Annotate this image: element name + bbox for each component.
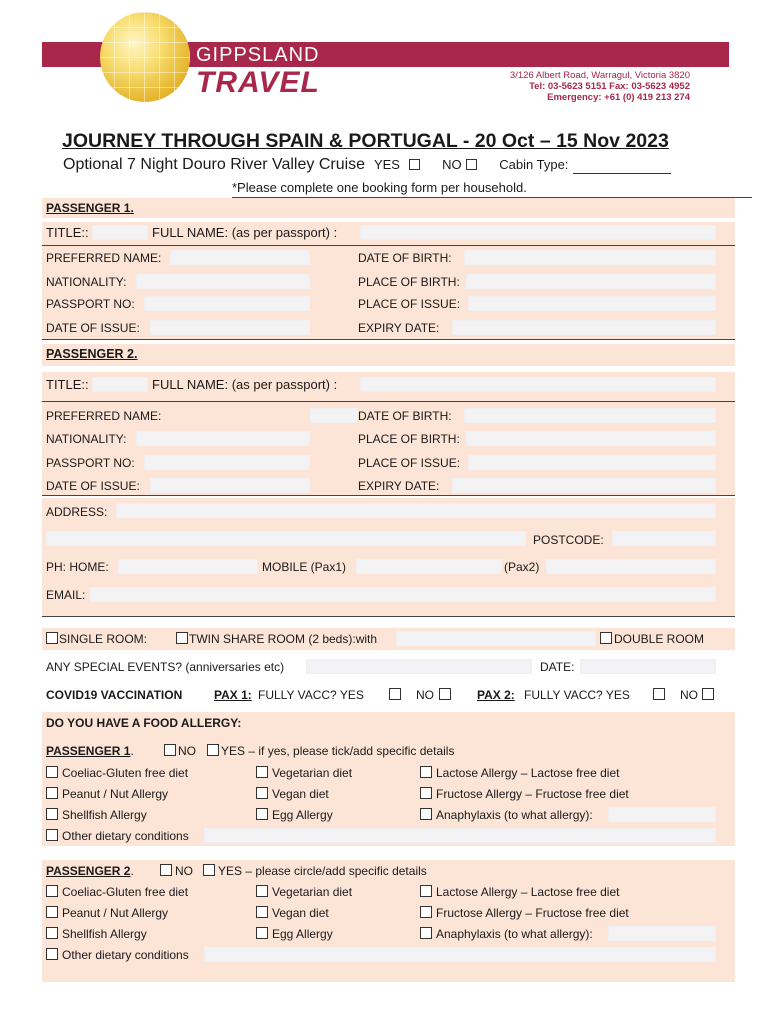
divider — [42, 245, 735, 246]
p1-shellfish-label: Shellfish Allergy — [62, 808, 147, 822]
allergy-p2-dot: . — [130, 864, 134, 878]
p1-dob-input[interactable] — [464, 250, 716, 265]
p1-passport-input[interactable] — [144, 296, 310, 311]
p1-nationality-input[interactable] — [136, 274, 310, 289]
p1-poi-label: PLACE OF ISSUE: — [358, 297, 461, 311]
email-label: EMAIL: — [46, 588, 86, 602]
p2-nationality-input[interactable] — [136, 431, 310, 446]
p1-fructose-label: Fructose Allergy – Fructose free diet — [436, 787, 629, 801]
p1-vegetarian-checkbox[interactable] — [256, 766, 268, 778]
divider — [42, 495, 735, 496]
p1-pob-label: PLACE OF BIRTH: — [358, 275, 460, 289]
allergy-p2-no-label: NO — [175, 864, 193, 878]
cruise-label: Optional 7 Night Douro River Valley Cruise — [63, 156, 366, 173]
p2-dob-input[interactable] — [464, 408, 716, 423]
p1-egg-label: Egg Allergy — [272, 808, 333, 822]
covid-label: COVID19 VACCINATION — [46, 688, 183, 702]
passenger1-heading-band — [42, 198, 735, 218]
p2-title-label: TITLE:: — [46, 377, 89, 392]
p1-pob-input[interactable] — [466, 274, 716, 289]
p2-lactose-label: Lactose Allergy – Lactose free diet — [436, 885, 620, 899]
p2-vegetarian-label: Vegetarian diet — [272, 885, 353, 899]
passenger2-heading-text: PASSENGER 2. — [46, 347, 138, 361]
p1-dob-label: DATE OF BIRTH: — [358, 251, 452, 265]
divider — [42, 616, 735, 617]
postcode-input[interactable] — [612, 531, 716, 546]
p2-fullname-label: FULL NAME: (as per passport) : — [152, 377, 338, 392]
covid-pax2-no-checkbox[interactable] — [702, 688, 714, 700]
p1-doi-input[interactable] — [150, 320, 310, 335]
globe-logo-icon — [100, 12, 190, 102]
p2-dob-label: DATE OF BIRTH: — [358, 409, 452, 423]
p2-preferred-label: PREFERRED NAME: — [46, 409, 162, 423]
single-room-checkbox[interactable] — [46, 632, 58, 644]
double-room-label: DOUBLE ROOM — [614, 632, 705, 646]
p1-nationality-label: NATIONALITY: — [46, 275, 127, 289]
p1-anaphylaxis-label: Anaphylaxis (to what allergy): — [436, 808, 593, 822]
p2-anaphylaxis-input[interactable] — [608, 926, 716, 941]
p1-fullname-input[interactable] — [360, 225, 716, 240]
divider — [42, 401, 735, 402]
event-date-input[interactable] — [580, 659, 716, 674]
postcode-label: POSTCODE: — [533, 533, 604, 547]
p1-other-label: Other dietary conditions — [62, 829, 189, 843]
p2-doi-input[interactable] — [150, 478, 310, 493]
p1-peanut-checkbox[interactable] — [46, 787, 58, 799]
p2-egg-checkbox[interactable] — [256, 927, 268, 939]
p2-other-input[interactable] — [204, 947, 716, 962]
agency-address: 3/126 Albert Road, Warragul, Victoria 3820 — [509, 70, 690, 81]
p2-peanut-checkbox[interactable] — [46, 906, 58, 918]
p2-other-label: Other dietary conditions — [62, 948, 189, 962]
cabin-type-label: Cabin Type: — [499, 157, 569, 172]
cruise-no-checkbox[interactable] — [466, 159, 477, 170]
allergy-p1-heading: PASSENGER 1 — [46, 744, 131, 758]
p1-egg-checkbox[interactable] — [256, 808, 268, 820]
divider — [42, 339, 735, 340]
twin-room-label: TWIN SHARE ROOM (2 beds):with — [189, 632, 378, 646]
p2-peanut-label: Peanut / Nut Allergy — [62, 906, 169, 920]
allergy-p1-dot: . — [130, 744, 134, 758]
p1-coeliac-checkbox[interactable] — [46, 766, 58, 778]
allergy-p2-yes-label: YES – please circle/add specific details — [218, 864, 427, 878]
covid-pax1-yes-checkbox[interactable] — [389, 688, 401, 700]
twin-room-checkbox[interactable] — [176, 632, 188, 644]
p2-pob-label: PLACE OF BIRTH: — [358, 432, 460, 446]
p1-other-checkbox[interactable] — [46, 829, 58, 841]
email-input[interactable] — [90, 587, 716, 602]
allergy-p2-heading-row — [46, 864, 134, 878]
allergy-p1-heading-row — [46, 744, 134, 758]
allergy-p1-no-checkbox[interactable] — [164, 744, 176, 756]
p1-preferred-label: PREFERRED NAME: — [46, 251, 162, 265]
agency-phones: Tel: 03-5623 5151 Fax: 03-5623 4952 — [529, 81, 690, 92]
p1-preferred-input[interactable] — [170, 250, 310, 265]
allergy-p2-yes-checkbox[interactable] — [203, 864, 215, 876]
p1-vegan-checkbox[interactable] — [256, 787, 268, 799]
booking-note: *Please complete one booking form per household. — [232, 180, 527, 195]
covid-pax1-no-checkbox[interactable] — [439, 688, 451, 700]
p1-expiry-label: EXPIRY DATE: — [358, 321, 440, 335]
p1-lactose-label: Lactose Allergy – Lactose free diet — [436, 766, 620, 780]
p2-doi-label: DATE OF ISSUE: — [46, 479, 140, 493]
allergy-question: DO YOU HAVE A FOOD ALLERGY: — [46, 716, 242, 730]
double-room-checkbox[interactable] — [600, 632, 612, 644]
p2-shellfish-checkbox[interactable] — [46, 927, 58, 939]
covid-pax2-label: PAX 2: — [477, 688, 515, 702]
allergy-p1-yes-checkbox[interactable] — [207, 744, 219, 756]
covid-pax2-no-label: NO — [680, 688, 698, 702]
p1-fructose-checkbox[interactable] — [420, 787, 432, 799]
p2-nationality-label: NATIONALITY: — [46, 432, 127, 446]
cruise-yes-checkbox[interactable] — [409, 159, 420, 170]
p2-poi-label: PLACE OF ISSUE: — [358, 456, 461, 470]
agency-emergency: Emergency: +61 (0) 419 213 274 — [547, 92, 690, 103]
address-label: ADDRESS: — [46, 505, 108, 519]
p1-vegan-label: Vegan diet — [272, 787, 329, 801]
p1-peanut-label: Peanut / Nut Allergy — [62, 787, 169, 801]
p2-coeliac-label: Coeliac-Gluten free diet — [62, 885, 189, 899]
twin-share-with-input[interactable] — [396, 631, 596, 646]
p2-preferred-input[interactable] — [310, 408, 358, 423]
p2-expiry-label: EXPIRY DATE: — [358, 479, 440, 493]
p2-anaphylaxis-checkbox[interactable] — [420, 927, 432, 939]
brand-name-line2: TRAVEL — [196, 66, 320, 99]
p2-poi-input[interactable] — [468, 455, 716, 470]
cruise-no-label: NO — [442, 157, 462, 172]
covid-pax1-no-label: NO — [416, 688, 434, 702]
p1-anaphylaxis-input[interactable] — [608, 807, 716, 822]
phone-home-input[interactable] — [118, 559, 258, 574]
p2-title-input[interactable] — [92, 377, 148, 392]
covid-pax1-fully-label: FULLY VACC? YES — [258, 688, 364, 702]
covid-pax1-label: PAX 1: — [214, 688, 252, 702]
p1-vegetarian-label: Vegetarian diet — [272, 766, 353, 780]
p2-fullname-input[interactable] — [360, 377, 716, 392]
brand-name-line1: GIPPSLAND — [196, 44, 320, 66]
p2-lactose-checkbox[interactable] — [420, 885, 432, 897]
mobile-pax1-input[interactable] — [356, 559, 502, 574]
single-room-label: SINGLE ROOM: — [59, 632, 148, 646]
p2-passport-label: PASSPORT NO: — [46, 456, 135, 470]
p1-doi-label: DATE OF ISSUE: — [46, 321, 140, 335]
cruise-option-row — [63, 156, 671, 174]
special-events-label: ANY SPECIAL EVENTS? (anniversaries etc) — [46, 660, 285, 674]
passenger2-heading-band — [42, 344, 735, 366]
p1-passport-label: PASSPORT NO: — [46, 297, 135, 311]
p1-anaphylaxis-checkbox[interactable] — [420, 808, 432, 820]
page-title: JOURNEY THROUGH SPAIN & PORTUGAL - 20 Oct – 15 Nov 2023 — [62, 130, 669, 152]
p1-expiry-input[interactable] — [452, 320, 716, 335]
address-line2-input[interactable] — [46, 531, 526, 546]
special-events-input[interactable] — [306, 659, 532, 674]
allergy-p1-no-label: NO — [178, 744, 196, 758]
p2-pob-input[interactable] — [466, 431, 716, 446]
cabin-type-field[interactable] — [573, 160, 671, 174]
p1-other-input[interactable] — [204, 828, 716, 843]
p1-title-label: TITLE:: — [46, 225, 89, 240]
p2-anaphylaxis-label: Anaphylaxis (to what allergy): — [436, 927, 593, 941]
p2-passport-input[interactable] — [144, 455, 310, 470]
p1-poi-input[interactable] — [468, 296, 716, 311]
mobile-pax2-input[interactable] — [546, 559, 716, 574]
p2-expiry-input[interactable] — [452, 478, 716, 493]
p1-coeliac-label: Coeliac-Gluten free diet — [62, 766, 189, 780]
p1-fullname-label: FULL NAME: (as per passport) : — [152, 225, 338, 240]
p2-vegan-label: Vegan diet — [272, 906, 329, 920]
p2-vegetarian-checkbox[interactable] — [256, 885, 268, 897]
p1-title-input[interactable] — [92, 225, 148, 240]
event-date-label: DATE: — [540, 660, 575, 674]
p2-vegan-checkbox[interactable] — [256, 906, 268, 918]
address-input[interactable] — [116, 503, 716, 518]
passenger1-heading: PASSENGER 1. — [46, 201, 134, 215]
p1-lactose-checkbox[interactable] — [420, 766, 432, 778]
cruise-yes-label: YES — [373, 157, 400, 172]
allergy-p2-panel — [42, 860, 735, 982]
passenger2-heading — [46, 347, 137, 361]
p2-shellfish-label: Shellfish Allergy — [62, 927, 147, 941]
phone-home-label: PH: HOME: — [46, 560, 109, 574]
p2-egg-label: Egg Allergy — [272, 927, 333, 941]
p2-other-checkbox[interactable] — [46, 948, 58, 960]
allergy-p2-heading: PASSENGER 2 — [46, 864, 131, 878]
allergy-p1-yes-label: YES – if yes, please tick/add specific details — [221, 744, 455, 758]
p2-fructose-checkbox[interactable] — [420, 906, 432, 918]
p2-fructose-label: Fructose Allergy – Fructose free diet — [436, 906, 629, 920]
covid-pax2-yes-checkbox[interactable] — [653, 688, 665, 700]
p1-shellfish-checkbox[interactable] — [46, 808, 58, 820]
allergy-p2-no-checkbox[interactable] — [160, 864, 172, 876]
p2-coeliac-checkbox[interactable] — [46, 885, 58, 897]
mobile-pax1-label: MOBILE (Pax1) — [262, 560, 347, 574]
covid-pax2-fully-label: FULLY VACC? YES — [524, 688, 630, 702]
mobile-pax2-label: (Pax2) — [504, 560, 540, 574]
